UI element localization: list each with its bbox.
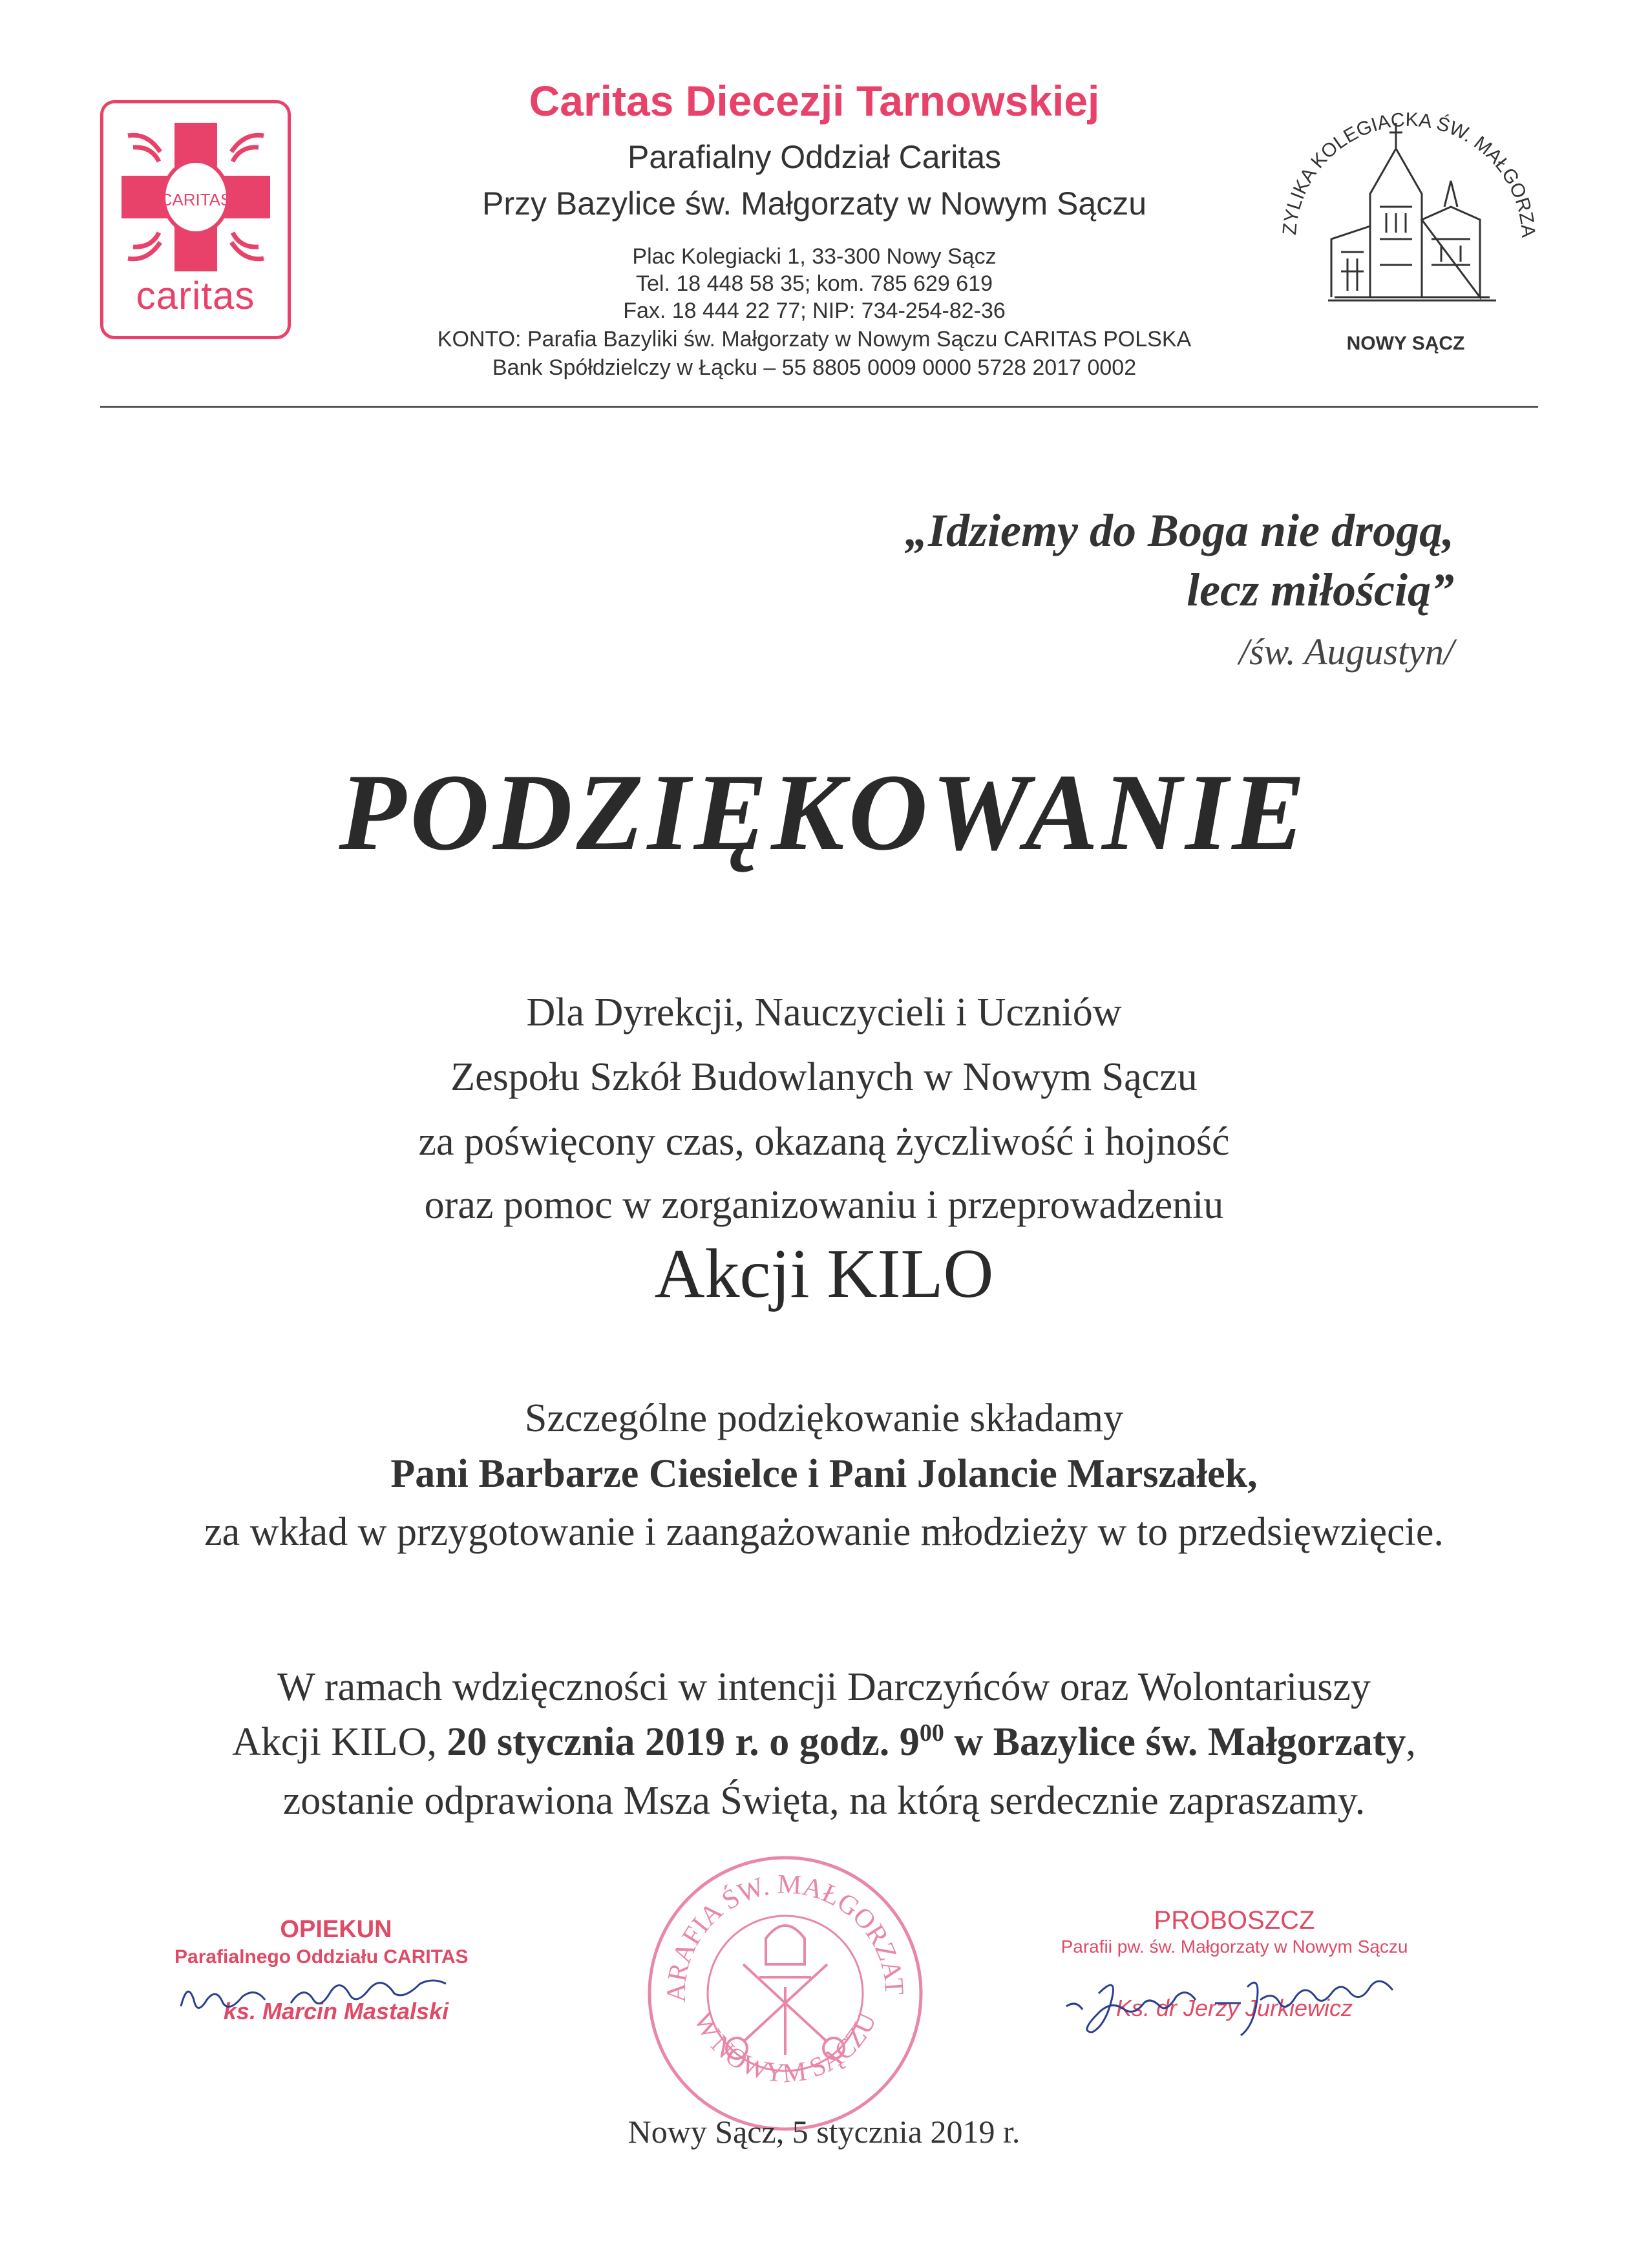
special-thanks-reason: za wkład w przygotowanie i zaangażowanie młodzieży w to przedsięwzięcie.	[204, 1510, 1444, 1554]
bank-account-holder: KONTO: Parafia Bazyliki św. Małgorzaty w Nowym Sączu CARITAS POLSKA	[437, 327, 1192, 352]
header-divider	[100, 406, 1538, 408]
basilica-emblem	[1257, 71, 1554, 362]
mass-time-minutes: 00	[919, 1719, 944, 1747]
mass-place: w Bazylice św. Małgorzaty	[944, 1720, 1406, 1764]
pastor-signature-icon	[1053, 1968, 1415, 2039]
quote-line-2: lecz miłością”	[1187, 564, 1454, 616]
seal-bottom-text: W NOWYM SĄCZU	[688, 2007, 883, 2089]
parish-seal	[640, 1848, 931, 2139]
phone: Tel. 18 448 58 35; kom. 785 629 619	[636, 271, 993, 296]
mass-line-2	[0, 1719, 1648, 1765]
org-name: Caritas Diecezji Tarnowskiej	[529, 77, 1100, 125]
caritas-logo	[100, 100, 291, 339]
bank-account-number: Bank Spółdzielczy w Łącku – 55 8805 0009 0000 5728 2017 0002	[492, 355, 1137, 380]
guardian-unit: Parafialnego Oddziału CARITAS	[174, 1946, 469, 1968]
seal-arc-text: ARAFIA ŚW. MAŁGORZAT	[661, 1869, 909, 2003]
caritas-cross-icon	[115, 116, 277, 278]
mass-action-ref: Akcji KILO,	[232, 1720, 447, 1764]
basilica-arc-text: ZYLIKA KOLEGIACKA ŚW. MAŁGORZA	[1278, 109, 1539, 237]
pastor-title: PROBOSZCZ	[1154, 1906, 1315, 1935]
guardian-stamp	[174, 1916, 498, 2025]
quote-line-1: „Idziemy do Boga nie drogą,	[904, 505, 1454, 556]
special-thanks-names: Pani Barbarze Ciesielce i Pani Jolancie Marszałek,	[390, 1452, 1258, 1496]
recipients-line-3: za poświęcony czas, okazaną życzliwość i hojność	[418, 1120, 1230, 1164]
branch-name: Parafialny Oddział Caritas	[627, 139, 1002, 175]
papal-keys-icon	[726, 1926, 844, 2059]
caritas-inner-text: CARITAS	[160, 190, 232, 209]
fax-nip: Fax. 18 444 22 77; NIP: 734-254-82-36	[623, 299, 1006, 323]
basilica-city: NOWY SĄCZ	[1346, 333, 1465, 354]
pastor-stamp	[1041, 1906, 1428, 2022]
mass-line-3: zostanie odprawiona Msza Święta, na którą serdecznie zapraszamy.	[282, 1779, 1366, 1823]
guardian-title: OPIEKUN	[280, 1916, 392, 1943]
quote-author: /św. Augustyn/	[1239, 631, 1454, 673]
recipients-line-1: Dla Dyrekcji, Nauczycieli i Uczniów	[526, 991, 1122, 1034]
mass-line-1: W ramach wdzięczności w intencji Darczyńców oraz Wolontariuszy	[277, 1665, 1371, 1709]
action-name: Akcji KILO	[654, 1235, 994, 1312]
address: Plac Kolegiacki 1, 33-300 Nowy Sącz	[632, 244, 997, 269]
caritas-logo-text: caritas	[136, 274, 255, 317]
special-thanks-intro: Szczególne podziękowanie składamy	[524, 1396, 1124, 1440]
pastor-unit: Parafii pw. św. Małgorzaty w Nowym Sączu	[1061, 1937, 1408, 1957]
mass-comma: ,	[1406, 1720, 1416, 1764]
mass-date: 20 stycznia 2019 r. o godz. 9	[447, 1720, 920, 1764]
pastor-name: Ks. dr Jerzy Jurkiewicz	[1115, 1995, 1353, 2021]
recipients-line-4: oraz pomoc w zorganizowaniu i przeprowadzeniu	[424, 1183, 1224, 1227]
guardian-name: ks. Marcin Mastalski	[223, 1998, 449, 2024]
document-title: PODZIĘKOWANIE	[339, 751, 1309, 873]
recipients-line-2: Zespołu Szkół Budowlanych w Nowym Sączu	[450, 1055, 1198, 1099]
place-and-date: Nowy Sącz, 5 stycznia 2019 r.	[628, 2114, 1020, 2150]
branch-location: Przy Bazylice św. Małgorzaty w Nowym Sączu	[481, 185, 1147, 222]
guardian-signature-icon	[174, 1974, 485, 2019]
